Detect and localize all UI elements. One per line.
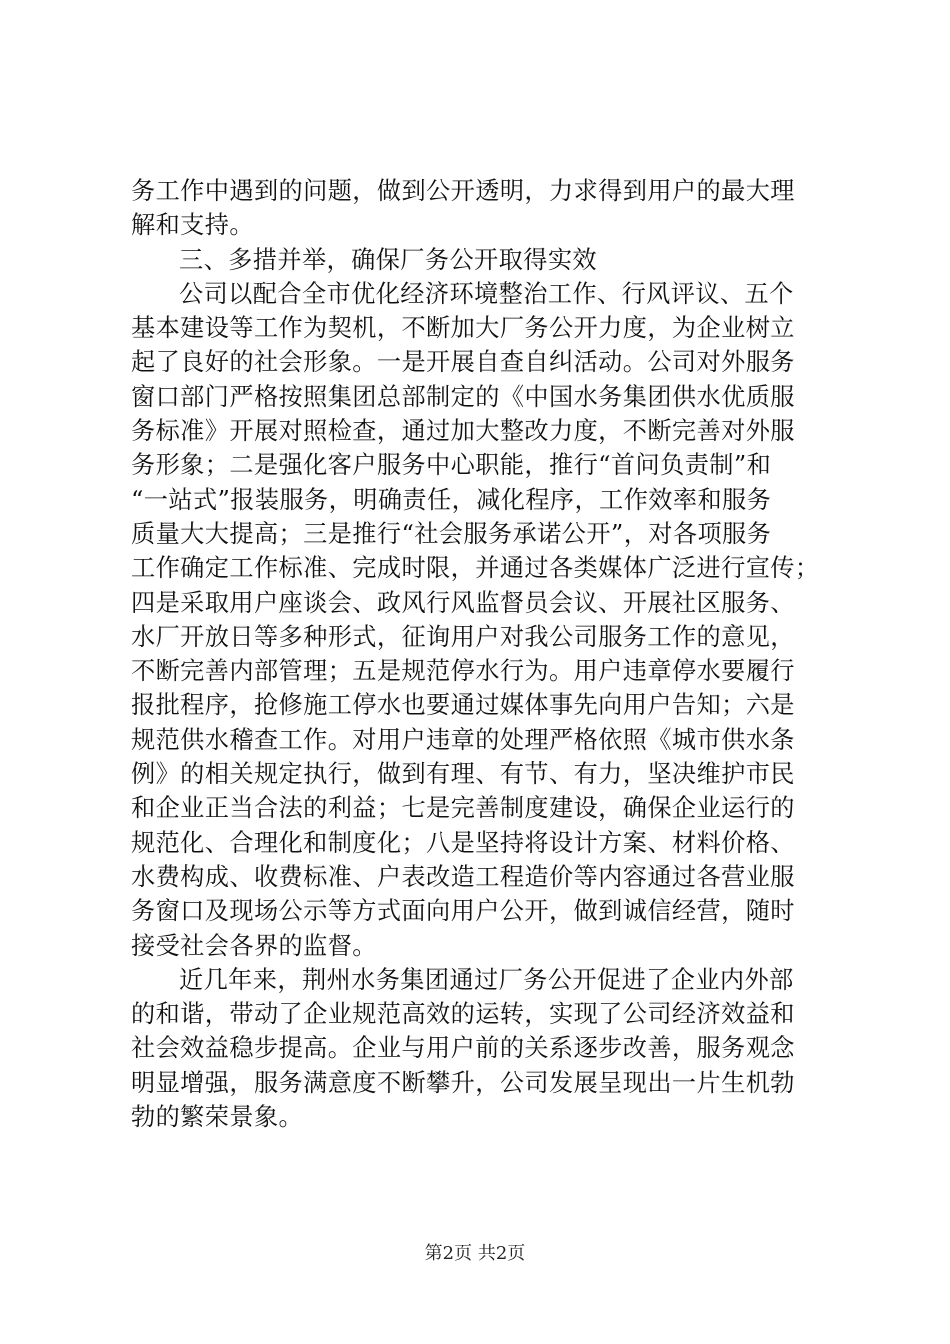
page-footer: 第2页 共2页 <box>424 1243 526 1264</box>
text-line: 水厂开放日等多种形式，征询用户对我公司服务工作的意见， <box>131 622 795 651</box>
text-line: 务工作中遇到的问题，做到公开透明，力求得到用户的最大理 <box>131 177 795 205</box>
text-line: 起了良好的社会形象。一是开展自查自纠活动。公司对外服务 <box>131 348 795 377</box>
text-line: 务形象；二是强化客户服务中心职能，推行“首问负责制”和 <box>131 451 772 480</box>
text-line: 勃的繁荣景象。 <box>131 1103 304 1132</box>
text-line: 质量大大提高；三是推行“社会服务承诺公开”，对各项服务 <box>131 519 772 548</box>
text-line: 三、多措并举，确保厂务公开取得实效 <box>179 245 597 274</box>
text-line: 规范供水稽查工作。对用户违章的处理严格依照《城市供水条 <box>131 725 795 754</box>
text-line: 窗口部门严格按照集团总部制定的《中国水务集团供水优质服 <box>131 382 795 411</box>
text-line: 不断完善内部管理；五是规范停水行为。用户违章停水要履行 <box>131 657 795 686</box>
text-line: 解和支持。 <box>131 211 254 240</box>
text-line: 四是采取用户座谈会、政风行风监督员会议、开展社区服务、 <box>131 588 795 617</box>
text-line: 明显增强，服务满意度不断攀升，公司发展呈现出一片生机勃 <box>131 1068 795 1097</box>
text-line: 的和谐，带动了企业规范高效的运转，实现了公司经济效益和 <box>131 1000 795 1029</box>
text-line: 例》的相关规定执行，做到有理、有节、有力，坚决维护市民 <box>131 760 795 789</box>
text-line: 工作确定工作标准、完成时限，并通过各类媒体广泛进行宣传； <box>131 554 820 583</box>
text-line: 近几年来，荆州水务集团通过厂务公开促进了企业内外部 <box>179 965 794 994</box>
text-line: 基本建设等工作为契机，不断加大厂务公开力度，为企业树立 <box>131 314 795 343</box>
text-line: 社会效益稳步提高。企业与用户前的关系逐步改善，服务观念 <box>131 1034 795 1063</box>
text-line: 务标准》开展对照检查，通过加大整改力度，不断完善对外服 <box>131 417 795 446</box>
text-line: 报批程序，抢修施工停水也要通过媒体事先向用户告知；六是 <box>131 691 795 720</box>
text-line: 接受社会各界的监督。 <box>131 931 377 960</box>
text-line: 水费构成、收费标准、户表改造工程造价等内容通过各营业服 <box>131 862 795 891</box>
text-line: 公司以配合全市优化经济环境整治工作、行风评议、五个 <box>179 279 794 308</box>
text-line: 和企业正当合法的利益；七是完善制度建设，确保企业运行的 <box>131 794 795 823</box>
document-body <box>131 174 831 1134</box>
text-line: 规范化、合理化和制度化；八是坚持将设计方案、材料价格、 <box>131 828 795 857</box>
text-line: “一站式”报装服务，明确责任，减化程序，工作效率和服务 <box>131 485 772 514</box>
text-line: 务窗口及现场公示等方式面向用户公开，做到诚信经营，随时 <box>131 897 795 926</box>
